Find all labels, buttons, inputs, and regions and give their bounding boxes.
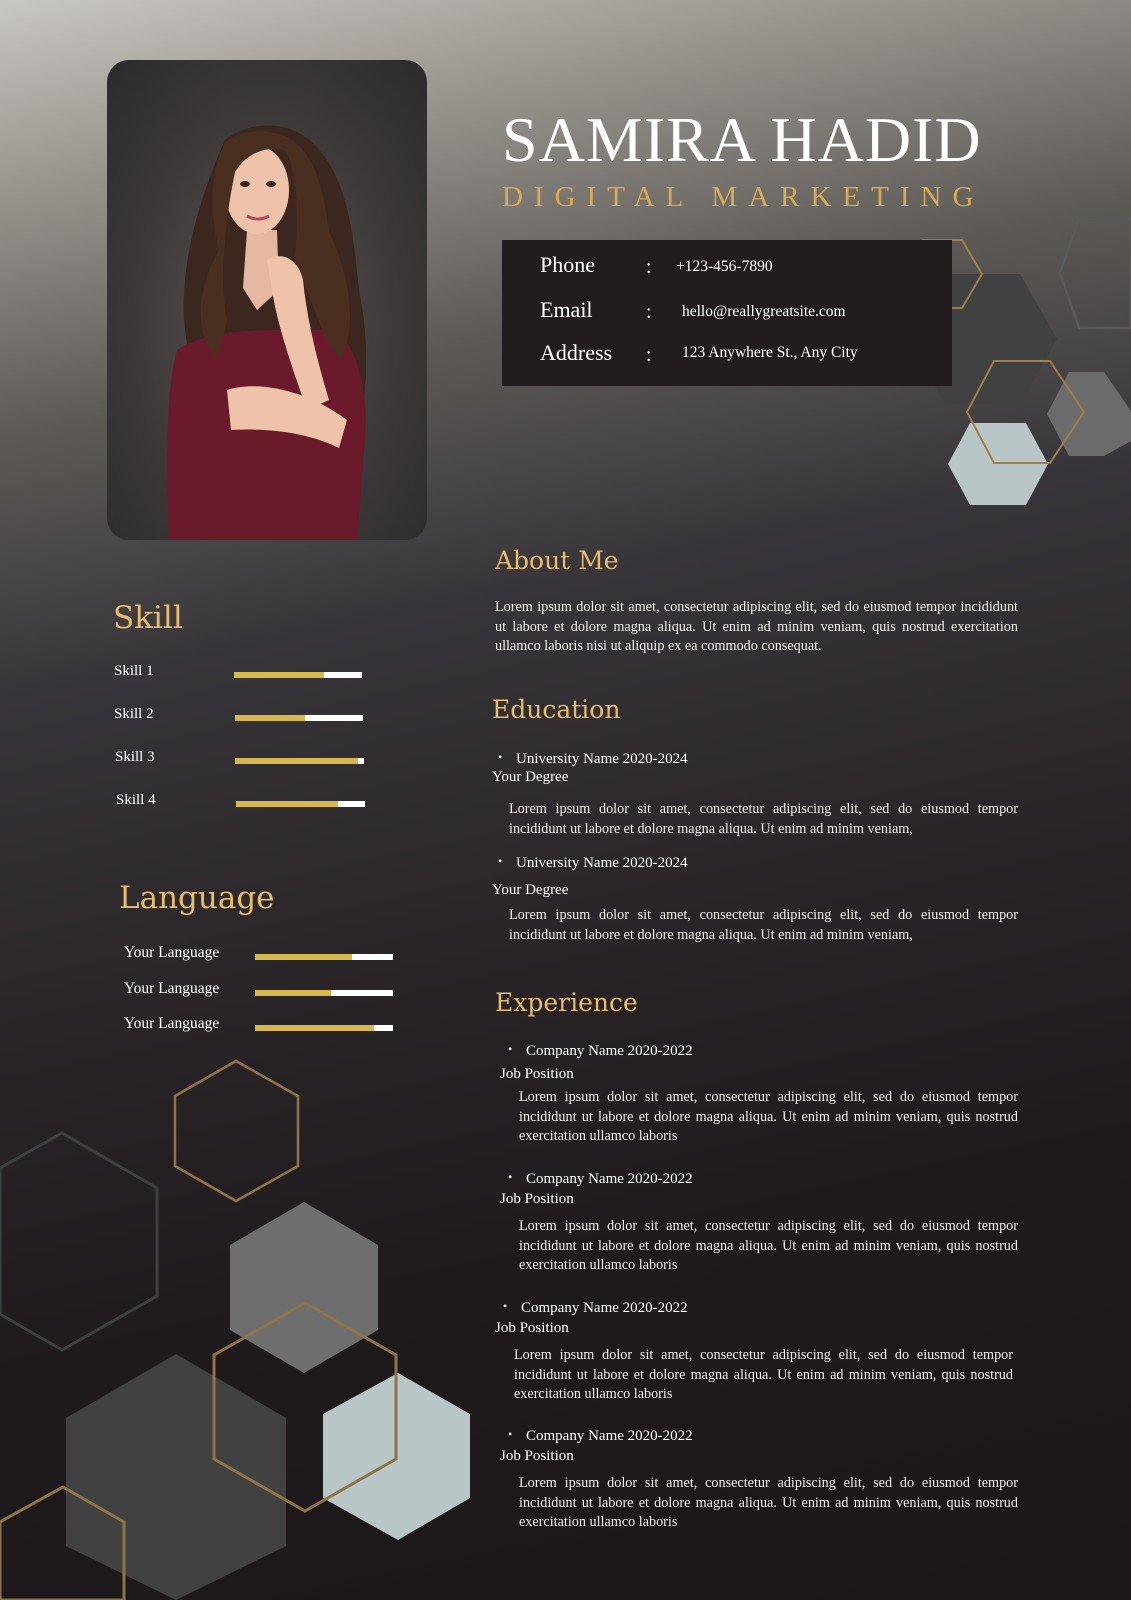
experience-position: Job Position [500, 1066, 574, 1082]
skill-row [113, 748, 373, 768]
skill-label: Skill 3 [115, 749, 155, 765]
skill-list [113, 662, 373, 832]
person-name: SAMIRA HADID [502, 104, 982, 175]
experience-description: Lorem ipsum dolor sit amet, consectetur adipiscing elit, sed do eiusmod tempor incididunt ut labore et dolore magna aliqua. Ut enim ad minim veniam, quis nostrud exercitation ullamco laboris [519, 1218, 1018, 1273]
skill-bar [235, 758, 364, 764]
language-heading: Language [119, 880, 275, 916]
skill-bar [236, 801, 365, 807]
contact-separator: : [646, 256, 652, 278]
skill-row [113, 662, 373, 682]
contact-row-email [540, 297, 940, 327]
language-bar-fill [255, 990, 331, 996]
contact-row-address [540, 340, 940, 370]
contact-row-phone [540, 252, 940, 282]
experience-company: • Company Name 2020-2022 [508, 1427, 693, 1445]
hexagon-outline-gray-left [0, 1133, 157, 1350]
education-description: Lorem ipsum dolor sit amet, consectetur adipiscing elit, sed do eiusmod tempor incididunt ut labore et dolore magna aliqua. Ut enim ad minim veniam, [509, 907, 1018, 943]
language-label: Your Language [124, 1015, 220, 1032]
skill-label: Skill 2 [114, 706, 154, 722]
hexagon-outline-gold-mid [967, 361, 1084, 463]
language-bar-fill [255, 954, 352, 960]
contact-label: Phone [540, 252, 595, 277]
skill-row [113, 791, 373, 811]
contact-label: Email [540, 297, 593, 322]
education-description: Lorem ipsum dolor sit amet, consectetur adipiscing elit, sed do eiusmod tempor incididunt ut labore et dolore magna aliqua. Ut enim ad minim veniam, [509, 801, 1018, 837]
experience-description: Lorem ipsum dolor sit amet, consectetur adipiscing elit, sed do eiusmod tempor incididunt ut labore et dolore magna aliqua. Ut enim ad minim veniam, quis nostrud exercitation ullamco laboris [514, 1347, 1013, 1402]
education-school: • University Name 2020-2024 [498, 854, 688, 872]
skill-bar-fill [235, 758, 358, 764]
contact-label: Address [540, 340, 613, 365]
hexagon-light-top-right [948, 423, 1048, 505]
experience-heading: Experience [495, 988, 638, 1017]
contact-separator: : [646, 344, 652, 366]
language-row [124, 980, 404, 1002]
language-list [124, 944, 404, 1054]
language-bar [255, 954, 393, 960]
hexagon-outline-gray-top [1060, 219, 1131, 328]
skill-row [113, 705, 373, 725]
education-degree: Your Degree [492, 769, 569, 785]
hexagon-dark-bottom [66, 1354, 286, 1600]
profile-photo [107, 60, 427, 540]
skill-bar-fill [235, 715, 305, 721]
about-heading: About Me [495, 546, 619, 575]
language-bar-fill [255, 1025, 374, 1031]
email-value: hello@reallygreatsite.com [682, 303, 846, 320]
hexagon-light-bottom [323, 1373, 470, 1540]
contact-separator: : [646, 301, 652, 323]
skill-bar-fill [236, 801, 338, 807]
experience-position: Job Position [500, 1448, 574, 1464]
skill-bar-fill [234, 672, 324, 678]
language-bar [255, 990, 393, 996]
hexagon-outline-gold-corner [0, 1487, 124, 1600]
phone-value: +123-456-7890 [676, 258, 773, 275]
job-title: DIGITAL MARKETING [502, 181, 985, 213]
skill-label: Skill 1 [114, 663, 154, 679]
skill-bar [234, 672, 362, 678]
skill-label: Skill 4 [116, 792, 156, 808]
contact-box [502, 240, 952, 386]
experience-position: Job Position [495, 1320, 569, 1336]
education-heading: Education [492, 695, 621, 724]
experience-company: • Company Name 2020-2022 [508, 1170, 693, 1188]
hexagon-outline-gold-large [214, 1303, 396, 1511]
hexagon-gray-middle [230, 1202, 378, 1373]
education-degree: Your Degree [492, 882, 569, 898]
language-row [124, 944, 404, 966]
education-school: • University Name 2020-2024 [498, 750, 688, 768]
skill-heading: Skill [113, 600, 183, 636]
experience-description: Lorem ipsum dolor sit amet, consectetur adipiscing elit, sed do eiusmod tempor incididunt ut labore et dolore magna aliqua. Ut enim ad minim veniam, quis nostrud exercitation ullamco laboris [519, 1089, 1018, 1144]
language-row [124, 1015, 404, 1037]
experience-company: • Company Name 2020-2022 [503, 1299, 688, 1317]
language-label: Your Language [124, 980, 220, 997]
about-text: Lorem ipsum dolor sit amet, consectetur adipiscing elit, sed do eiusmod tempor incididunt ut labore et dolore magna aliqua. Ut enim ad minim veniam, quis nostrud exercitation ullamco laboris nisi ut aliquip ex ea commodo consequat. [495, 599, 1018, 654]
language-label: Your Language [124, 944, 220, 961]
experience-position: Job Position [500, 1191, 574, 1207]
language-bar [255, 1025, 393, 1031]
experience-description: Lorem ipsum dolor sit amet, consectetur adipiscing elit, sed do eiusmod tempor incididunt ut labore et dolore magna aliqua. Ut enim ad minim veniam, quis nostrud exercitation ullamco laboris [519, 1475, 1018, 1530]
experience-company: • Company Name 2020-2022 [508, 1042, 693, 1060]
skill-bar [235, 715, 363, 721]
hexagon-gray-right-edge [1047, 372, 1131, 456]
hexagon-outline-gold-upper [175, 1061, 298, 1201]
address-value: 123 Anywhere St., Any City [682, 344, 858, 361]
